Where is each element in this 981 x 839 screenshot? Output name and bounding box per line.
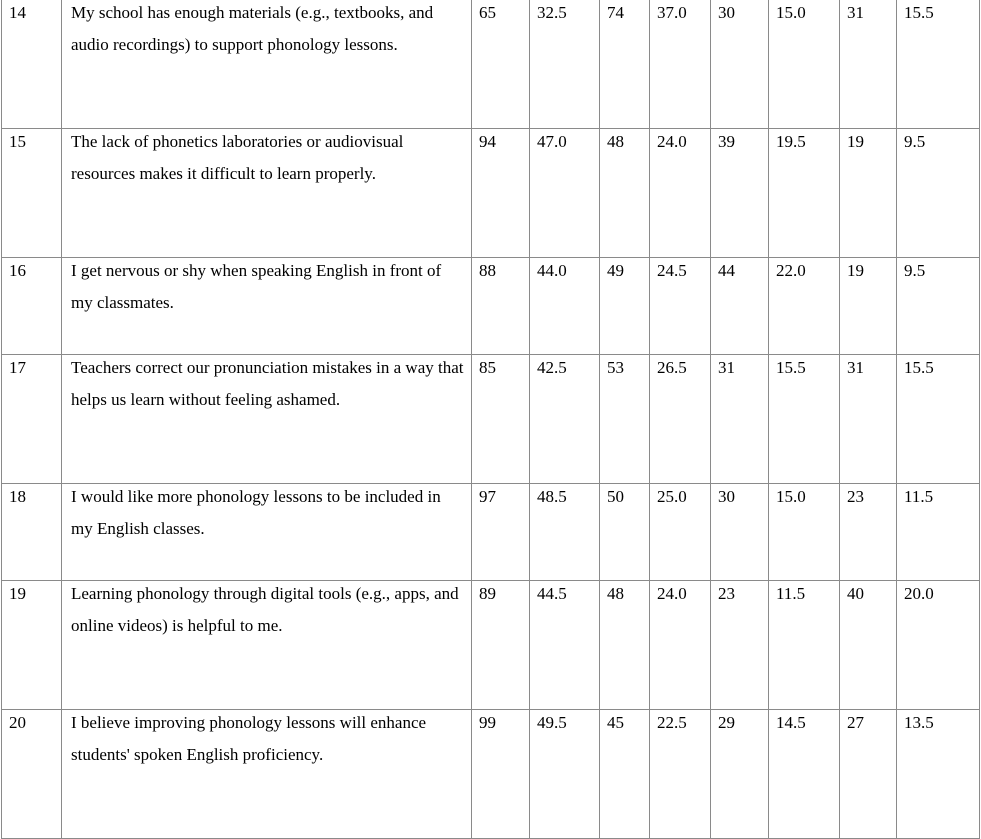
count-cell: 45 [600, 710, 650, 839]
percent-cell: 26.5 [650, 355, 711, 484]
count-cell: 23 [711, 581, 769, 710]
percent-cell: 49.5 [530, 710, 600, 839]
count-cell: 31 [840, 0, 897, 129]
percent-cell: 11.5 [897, 484, 980, 581]
item-statement: Teachers correct our pronunciation mistakes in a way that helps us learn without feeling ashamed. [62, 355, 472, 484]
percent-cell: 44.0 [530, 258, 600, 355]
percent-cell: 47.0 [530, 129, 600, 258]
percent-cell: 24.5 [650, 258, 711, 355]
percent-cell: 44.5 [530, 581, 600, 710]
count-cell: 50 [600, 484, 650, 581]
percent-cell: 15.0 [769, 484, 840, 581]
percent-cell: 11.5 [769, 581, 840, 710]
count-cell: 29 [711, 710, 769, 839]
item-number: 15 [2, 129, 62, 258]
count-cell: 44 [711, 258, 769, 355]
percent-cell: 24.0 [650, 129, 711, 258]
percent-cell: 19.5 [769, 129, 840, 258]
count-cell: 48 [600, 581, 650, 710]
count-cell: 48 [600, 129, 650, 258]
percent-cell: 9.5 [897, 258, 980, 355]
table-row [2, 355, 980, 484]
table-row [2, 129, 980, 258]
percent-cell: 48.5 [530, 484, 600, 581]
count-cell: 30 [711, 0, 769, 129]
count-cell: 31 [840, 355, 897, 484]
item-number: 16 [2, 258, 62, 355]
table-row [2, 710, 980, 839]
count-cell: 53 [600, 355, 650, 484]
count-cell: 19 [840, 129, 897, 258]
percent-cell: 32.5 [530, 0, 600, 129]
survey-results-table [1, 0, 980, 839]
count-cell: 40 [840, 581, 897, 710]
item-statement: I get nervous or shy when speaking English in front of my classmates. [62, 258, 472, 355]
percent-cell: 14.5 [769, 710, 840, 839]
item-statement: My school has enough materials (e.g., textbooks, and audio recordings) to support phonology lessons. [62, 0, 472, 129]
count-cell: 99 [472, 710, 530, 839]
percent-cell: 15.5 [897, 355, 980, 484]
item-number: 19 [2, 581, 62, 710]
count-cell: 85 [472, 355, 530, 484]
table-row [2, 0, 980, 129]
count-cell: 31 [711, 355, 769, 484]
percent-cell: 22.5 [650, 710, 711, 839]
count-cell: 27 [840, 710, 897, 839]
percent-cell: 15.5 [897, 0, 980, 129]
item-statement: I believe improving phonology lessons will enhance students' spoken English proficiency. [62, 710, 472, 839]
percent-cell: 24.0 [650, 581, 711, 710]
item-number: 17 [2, 355, 62, 484]
count-cell: 89 [472, 581, 530, 710]
count-cell: 94 [472, 129, 530, 258]
percent-cell: 13.5 [897, 710, 980, 839]
table-row [2, 581, 980, 710]
percent-cell: 15.0 [769, 0, 840, 129]
count-cell: 74 [600, 0, 650, 129]
percent-cell: 20.0 [897, 581, 980, 710]
count-cell: 97 [472, 484, 530, 581]
count-cell: 88 [472, 258, 530, 355]
percent-cell: 15.5 [769, 355, 840, 484]
count-cell: 30 [711, 484, 769, 581]
item-number: 18 [2, 484, 62, 581]
count-cell: 19 [840, 258, 897, 355]
percent-cell: 22.0 [769, 258, 840, 355]
item-number: 14 [2, 0, 62, 129]
item-statement: The lack of phonetics laboratories or audiovisual resources makes it difficult to learn properly. [62, 129, 472, 258]
item-statement: I would like more phonology lessons to be included in my English classes. [62, 484, 472, 581]
count-cell: 23 [840, 484, 897, 581]
count-cell: 49 [600, 258, 650, 355]
percent-cell: 25.0 [650, 484, 711, 581]
table-row [2, 258, 980, 355]
item-number: 20 [2, 710, 62, 839]
table-row [2, 484, 980, 581]
percent-cell: 9.5 [897, 129, 980, 258]
count-cell: 65 [472, 0, 530, 129]
percent-cell: 37.0 [650, 0, 711, 129]
count-cell: 39 [711, 129, 769, 258]
percent-cell: 42.5 [530, 355, 600, 484]
item-statement: Learning phonology through digital tools (e.g., apps, and online videos) is helpful to me. [62, 581, 472, 710]
